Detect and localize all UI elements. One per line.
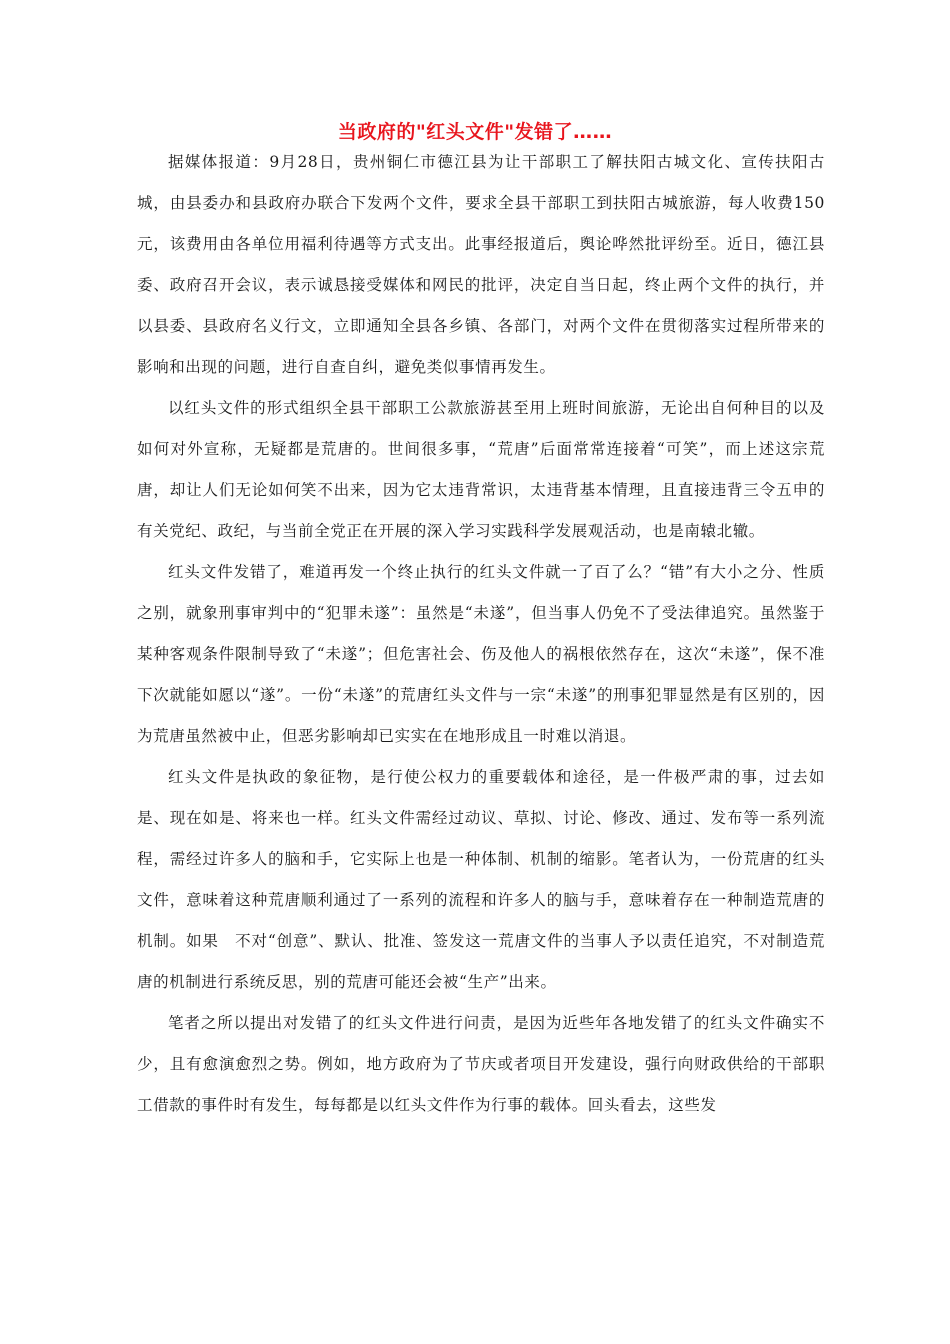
paragraph-5: 笔者之所以提出对发错了的红头文件进行问责，是因为近些年各地发错了的红头文件确实不少，且有愈演愈烈之势。例如，地方政府为了节庆或者项目开发建设，强行向财政供给的干部职工借款的事件时有发生，每每都是以红头文件作为行事的载体。回头看去，这些发	[137, 1014, 825, 1114]
document-body	[137, 142, 825, 1126]
document-title: 当政府的"红头文件"发错了……	[337, 121, 613, 143]
paragraph-1: 据媒体报道：9月28日，贵州铜仁市德江县为让干部职工了解扶阳古城文化、宣传扶阳古城，由县委办和县政府办联合下发两个文件，要求全县干部职工到扶阳古城旅游，每人收费150元，该费用由各单位用福利待遇等方式支出。此事经报道后，舆论哗然批评纷至。近日，德江县委、政府召开会议，表示诚恳接受媒体和网民的批评，决定自当日起，终止两个文件的执行，并以县委、县政府名义行文，立即通知全县各乡镇、各部门，对两个文件在贯彻落实过程所带来的影响和出现的问题，进行自查自纠，避免类似事情再发生。	[137, 153, 825, 376]
paragraph-4: 红头文件是执政的象征物，是行使公权力的重要载体和途径，是一件极严肃的事，过去如是、现在如是、将来也一样。红头文件需经过动议、草拟、讨论、修改、通过、发布等一系列流程，需经过许多人的脑和手，它实际上也是一种体制、机制的缩影。笔者认为，一份荒唐的红头文件，意味着这种荒唐顺利通过了一系列的流程和许多人的脑与手，意味着存在一种制造荒唐的机制。如果 不对“创意”、默认、批准、签发这一荒唐文件的当事人予以责任追究，不对制造荒唐的机制进行系统反思，别的荒唐可能还会被“生产”出来。	[137, 768, 825, 991]
paragraph-2: 以红头文件的形式组织全县干部职工公款旅游甚至用上班时间旅游，无论出自何种目的以及如何对外宣称，无疑都是荒唐的。世间很多事，“荒唐”后面常常连接着“可笑”，而上述这宗荒唐，却让人们无论如何笑不出来，因为它太违背常识，太违背基本情理，且直接违背三令五申的有关党纪、政纪，与当前全党正在开展的深入学习实践科学发展观活动，也是南辕北辙。	[137, 399, 825, 540]
paragraph-3: 红头文件发错了，难道再发一个终止执行的红头文件就一了百了么？“错”有大小之分、性质之别，就象刑事审判中的“犯罪未遂”：虽然是“未遂”，但当事人仍免不了受法律追究。虽然鉴于某种客观条件限制导致了“未遂”；但危害社会、伤及他人的祸根依然存在，这次“未遂”，保不准下次就能如愿以“遂”。一份“未遂”的荒唐红头文件与一宗“未遂”的刑事犯罪显然是有区别的，因为荒唐虽然被中止，但恶劣影响却已实实在在地形成且一时难以消退。	[137, 563, 825, 745]
